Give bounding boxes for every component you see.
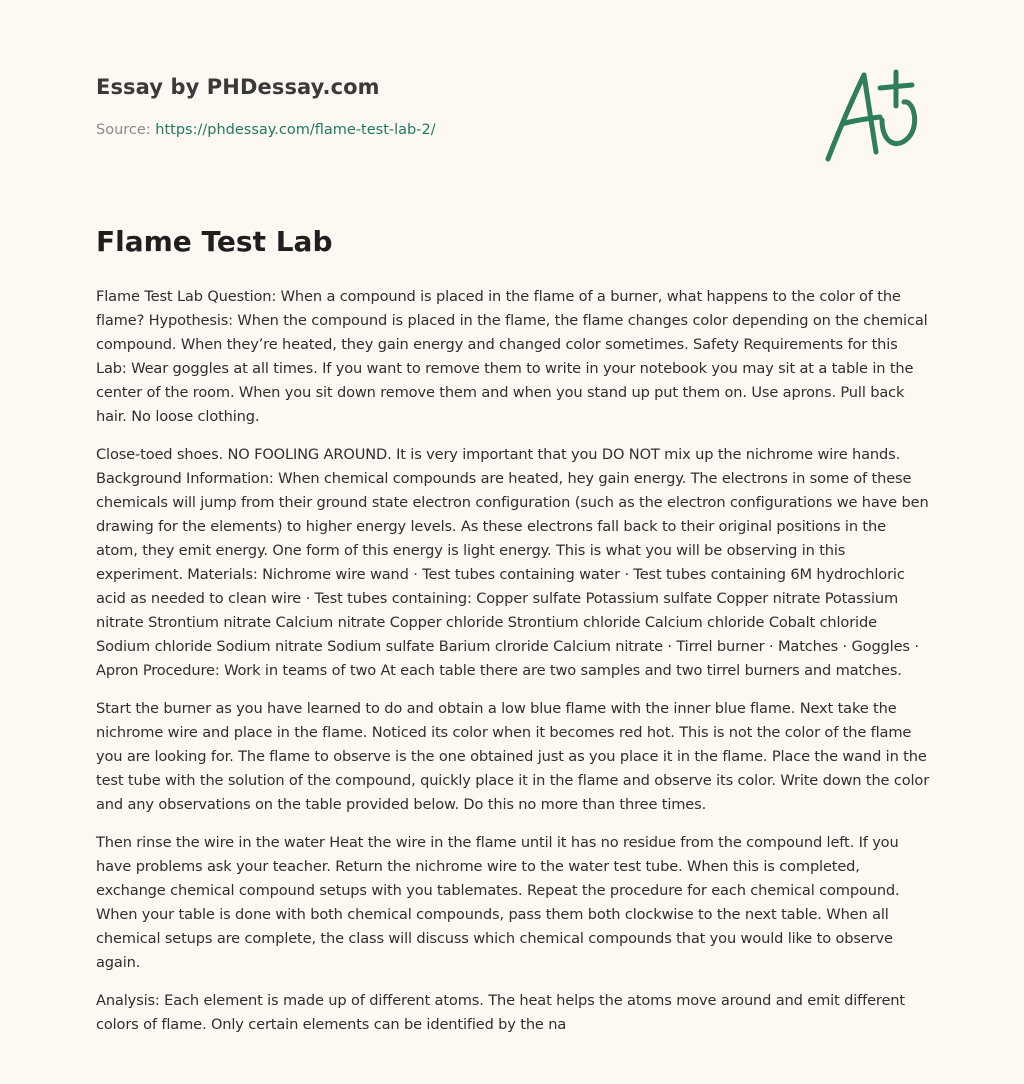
essay-paragraph: Analysis: Each element is made up of different atoms. The heat helps the atoms move around and emit different colors of flame. Only certain elements can be identified by the na	[96, 992, 905, 1033]
source-link[interactable]: https://phdessay.com/flame-test-lab-2/	[155, 122, 436, 138]
essay-paragraph: Close-toed shoes. NO FOOLING AROUND. It is very important that you DO NOT mix up the nichrome wire hands. Background Information: When chemical compounds are heated, hey gain energy. The electrons in some of these chemicals will jump from their ground state electron configuration (such as the electron configurations we have ben drawing for the elements) to higher energy levels. As these electrons fall back to their original positions in the atom, they emit energy. One form of this energy is light energy. This is what you will be observing in this experiment. Materials: Nichrome wire wand · Test tubes containing water · Test tubes containing 6M hydrochloric acid as needed to clean wire · Test tubes containing: Copper sulfate Potassium sulfate Copper nitrate Potassium nitrate Strontium nitrate Calcium nitrate Copper chloride Strontium chloride Calcium chloride Cobalt chloride Sodium chloride Sodium nitrate Sodium sulfate Barium clroride Calcium nitrate · Tirrel burner · Matches · Goggles · Apron Procedure: Work in teams of two At each table there are two samples and two tirrel burners and matches.	[96, 446, 929, 679]
essay-title: Flame Test Lab	[96, 225, 333, 258]
source-label: Source:	[96, 122, 156, 138]
essay-paragraph: Start the burner as you have learned to do and obtain a low blue flame with the inner blue flame. Next take the nichrome wire and place in the flame. Noticed its color when it becomes red hot. This is not the color of the flame you are looking for. The flame to observe is the one obtained just as you place it in the flame. Place the wand in the test tube with the solution of the compound, quickly place it in the flame and observe its color. Write down the color and any observations on the table provided below. Do this no more than three times.	[96, 700, 930, 813]
essay-body	[96, 285, 932, 1051]
brand-title: Essay by PHDessay.com	[96, 75, 380, 99]
page-header	[96, 75, 796, 138]
essay-paragraph: Flame Test Lab Question: When a compound is placed in the flame of a burner, what happens to the color of the flame? Hypothesis: When the compound is placed in the flame, the flame changes color depending on the chemical compound. When they’re heated, they gain energy and changed color sometimes. Safety Requirements for this Lab: Wear goggles at all times. If you want to remove them to write in your notebook you may sit at a table in the center of the room. When you sit down remove them and when you stand up put them on. Use aprons. Pull back hair. No loose clothing.	[96, 288, 928, 425]
essay-paragraph: Then rinse the wire in the water Heat the wire in the flame until it has no residue from the compound left. If you have problems ask your teacher. Return the nichrome wire to the water test tube. When this is completed, exchange chemical compound setups with you tablemates. Repeat the procedure for each chemical compound. When your table is done with both chemical compounds, pass them both clockwise to the next table. When all chemical setups are complete, the class will discuss which chemical compounds that you would like to observe again.	[96, 834, 900, 971]
a-plus-logo-icon	[818, 66, 930, 166]
source-line	[96, 122, 796, 138]
